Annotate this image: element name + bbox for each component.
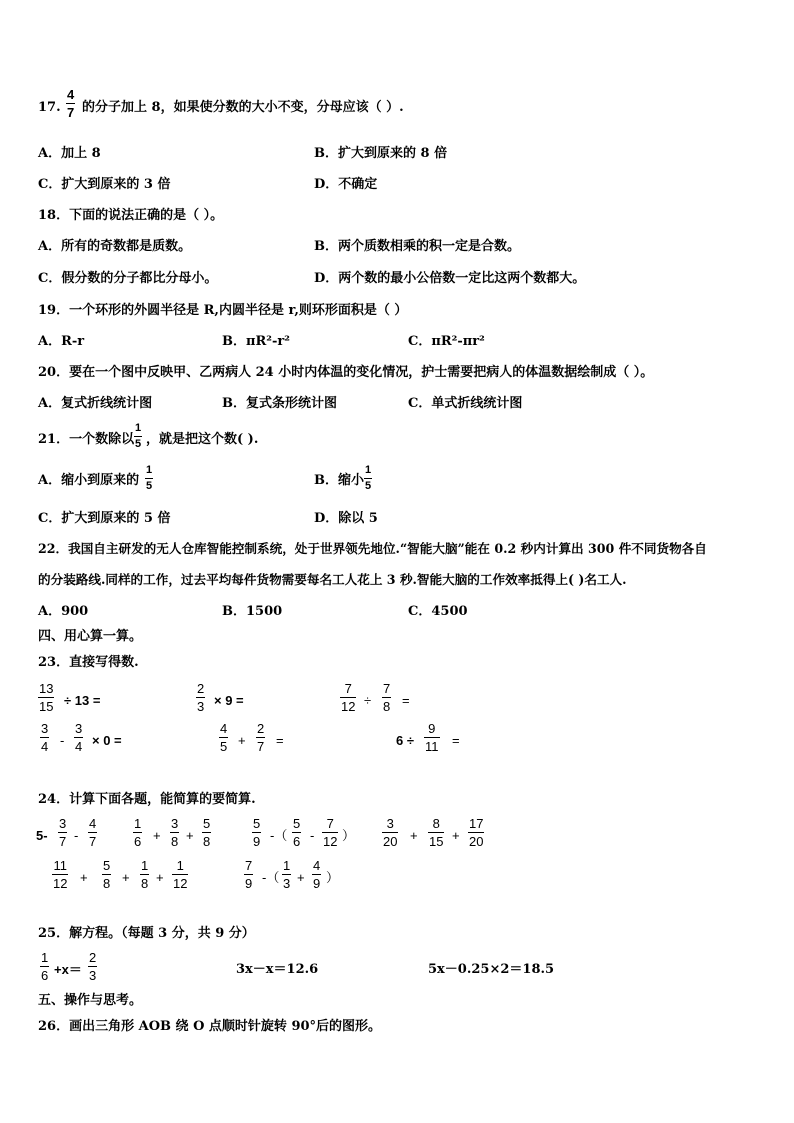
section-5-heading: 五、操作与思考。 [38, 993, 143, 1008]
q24-r1-p2-frac3-num: 5 [203, 816, 211, 831]
q24-r2-p1-frac2-num: 5 [103, 858, 111, 873]
q18-option-c: C．假分数的分子都比分母小。 [38, 271, 218, 286]
q24-r2-p2-frac2-den: 3 [283, 876, 291, 891]
q19-option-b: B．πR²-r² [222, 334, 290, 349]
q24-r1-p4-frac1-num: 3 [386, 816, 394, 831]
q23-e1-fraction [38, 682, 54, 713]
q24-r1-p3-frac1-den: 9 [253, 834, 261, 849]
q24-r2-p2-frac2-num: 1 [283, 858, 291, 873]
q24-r2-p2-frac3 [312, 859, 321, 890]
q23-e6-num: 9 [428, 721, 436, 736]
q21-option-b-frac-num: 1 [365, 464, 372, 476]
q24-r2-p2-close: ） [326, 870, 340, 885]
q22-option-a: A．900 [38, 604, 89, 619]
q24-r1-p3-close: ） [342, 828, 356, 843]
q23-e3-eq: = [402, 693, 410, 708]
q24-r2-p2-frac1-num: 7 [245, 858, 253, 873]
q23-e4-num1: 3 [41, 721, 49, 736]
q23-e6-eq: = [452, 733, 460, 748]
q24-r1-p3-frac3 [322, 817, 338, 848]
q24-r1-p2-frac3-den: 8 [203, 834, 211, 849]
q23-e5-num1: 4 [220, 721, 228, 736]
q24-r1-p4-frac1-den: 20 [383, 834, 398, 849]
q23-e2-fraction [196, 682, 205, 713]
q22-stem-line1: 22．我国自主研发的无人仓库智能控制系统，处于世界领先地位.“智能大脑”能在 0.2 秒内计算出 300 件不同货物各自 [38, 541, 707, 556]
q21-stem-frac-num: 1 [135, 422, 142, 434]
q23-e1-num: 13 [39, 681, 54, 696]
q19-option-c: C．πR²-πr² [408, 334, 485, 349]
q24-r2-p2-frac1-den: 9 [245, 876, 253, 891]
q17-frac-num: 4 [67, 87, 75, 102]
q24-r2-p1-op1: + [80, 870, 88, 885]
q24-r1-p3-frac2 [292, 817, 301, 848]
q25-e1-fraction-1 [40, 951, 49, 982]
q23-e4-den1: 4 [41, 739, 49, 754]
q24-r1-p1-frac1 [58, 817, 67, 848]
q24-r1-p4-frac3-den: 20 [469, 834, 484, 849]
q23-e5-op: + [238, 733, 246, 748]
q24-r1-p4-op1: + [410, 828, 418, 843]
q24-r2-p1-frac2-den: 8 [103, 876, 111, 891]
q24-r2-p2-op: -（ [262, 870, 280, 885]
q21-option-b-fraction [364, 465, 372, 492]
q17-stem: 的分子加上 8，如果使分数的大小不变，分母应该（ ）. [82, 100, 404, 115]
q24-r1-p4-frac3-num: 17 [469, 816, 484, 831]
q25-equation-3: 5x－0.25×2＝18.5 [428, 962, 555, 977]
q25-e1-mid: +x＝ [54, 962, 82, 977]
q21-stem-post: ，就是把这个数( ). [146, 432, 259, 447]
q24-r1-p1-frac2 [88, 817, 97, 848]
q23-e4-op: - [60, 733, 65, 748]
q17-option-c: C．扩大到原来的 3 倍 [38, 177, 171, 192]
q24-stem: 24．计算下面各题，能简算的要简算. [38, 792, 256, 807]
q24-r1-p1-frac2-den: 7 [89, 834, 97, 849]
q23-e5-num2: 2 [257, 721, 265, 736]
q24-r1-p1-frac1-den: 7 [59, 834, 67, 849]
q24-r2-p2-frac1 [244, 859, 253, 890]
q24-r1-p3-op2: - [310, 828, 315, 843]
q19-option-a: A．R-r [38, 334, 85, 349]
q21-stem-pre: 21．一个数除以 [38, 432, 135, 447]
q18-option-a: A．所有的奇数都是质数。 [38, 239, 192, 254]
q24-r2-p1-frac2 [102, 859, 111, 890]
q23-e2-num: 2 [197, 681, 205, 696]
q22-stem-line2: 的分装路线.同样的工作，过去平均每件货物需要每名工人花上 3 秒.智能大脑的工作效率抵得上( )名工人. [38, 572, 627, 587]
q23-stem: 23．直接写得数. [38, 655, 139, 670]
q24-r1-p3-frac2-num: 5 [293, 816, 301, 831]
q21-stem-frac-den: 5 [135, 438, 142, 450]
q20-option-b: B．复式条形统计图 [222, 396, 337, 411]
q24-r2-p1-frac3-num: 1 [141, 858, 149, 873]
q23-e4-fraction-1 [40, 722, 49, 753]
q24-r1-p1-frac1-num: 3 [59, 816, 67, 831]
q23-e1-den: 15 [39, 699, 54, 714]
q24-r2-p2-op2: + [297, 870, 305, 885]
q21-option-b-frac-den: 5 [365, 480, 372, 492]
q24-r2-p2-frac3-den: 9 [313, 876, 321, 891]
q20-option-c: C．单式折线统计图 [408, 396, 523, 411]
q24-r2-p1-op2: + [122, 870, 130, 885]
q24-r1-p2-op2: + [186, 828, 194, 843]
q23-e6-pre: 6 ÷ [396, 733, 414, 748]
q21-option-a-frac-den: 5 [146, 480, 153, 492]
q24-r1-p2-frac1 [133, 817, 142, 848]
q24-r1-p3-frac1-num: 5 [253, 816, 261, 831]
q23-e5-den1: 5 [220, 739, 228, 754]
q23-e2-rest: × 9 = [214, 693, 244, 708]
q24-r1-p2-frac2 [170, 817, 179, 848]
q24-r2-p1-frac1-den: 12 [53, 876, 68, 891]
q24-r1-p3-op: -（ [270, 828, 288, 843]
q25-e1-frac1-den: 6 [41, 968, 49, 983]
q24-r1-p4-frac1 [382, 817, 398, 848]
q23-e6-den: 11 [425, 739, 439, 754]
q23-e3-num1: 7 [344, 681, 352, 696]
q24-r1-p2-frac3 [202, 817, 211, 848]
q23-e3-op: ÷ [364, 693, 372, 708]
q24-r2-p2-frac2 [282, 859, 291, 890]
q25-e1-frac2-den: 3 [89, 968, 97, 983]
q24-r2-p1-frac1-num: 11 [53, 858, 67, 873]
q24-r2-p1-frac3 [140, 859, 149, 890]
section-4-heading: 四、用心算一算。 [38, 629, 143, 644]
q24-r1-p2-frac2-num: 3 [171, 816, 179, 831]
q25-e1-frac1-num: 1 [41, 950, 49, 965]
q23-e4-den2: 4 [75, 739, 83, 754]
q20-stem: 20．要在一个图中反映甲、乙两病人 24 小时内体温的变化情况，护士需要把病人的体温数据绘制成（ ）。 [38, 365, 654, 380]
q24-r1-p3-frac1 [252, 817, 261, 848]
q21-stem-fraction [134, 423, 142, 450]
q24-r1-p3-frac2-den: 6 [293, 834, 301, 849]
q24-r1-p4-op2: + [452, 828, 460, 843]
q24-r2-p1-frac4-num: 1 [176, 858, 184, 873]
q23-e5-den2: 7 [257, 739, 265, 754]
q23-e5-fraction-1 [219, 722, 228, 753]
q24-r1-p4-frac2-den: 15 [429, 834, 444, 849]
q21-option-a-label: A．缩小到原来的 [38, 473, 140, 488]
q20-option-a: A．复式折线统计图 [38, 396, 153, 411]
q23-e5-eq: = [276, 733, 284, 748]
q24-r1-p1-op: - [74, 828, 79, 843]
q24-r2-p1-op3: + [156, 870, 164, 885]
q24-r1-p2-op1: + [153, 828, 161, 843]
q22-option-c: C．4500 [408, 604, 468, 619]
q24-r1-p2-frac1-den: 6 [134, 834, 142, 849]
q18-option-d: D．两个数的最小公倍数一定比这两个数都大。 [314, 271, 586, 286]
q24-r1-p3-frac3-num: 7 [326, 816, 334, 831]
q17-option-a: A．加上 8 [38, 146, 101, 161]
q21-option-a-frac-num: 1 [146, 464, 153, 476]
q21-option-c: C．扩大到原来的 5 倍 [38, 511, 171, 526]
q18-stem: 18．下面的说法正确的是（ ）。 [38, 208, 224, 223]
q24-r2-p2-frac3-num: 4 [313, 858, 321, 873]
q25-e1-fraction-2 [88, 951, 97, 982]
q24-r2-p1-frac3-den: 8 [141, 876, 149, 891]
q26-stem: 26．画出三角形 AOB 绕 O 点顺时针旋转 90°后的图形。 [38, 1019, 382, 1034]
q25-equation-2: 3x－x＝12.6 [236, 962, 319, 977]
q24-r1-p3-frac3-den: 12 [323, 834, 338, 849]
q23-e6-fraction [424, 722, 440, 753]
q17-fraction [66, 88, 75, 119]
q19-stem: 19．一个环形的外圆半径是 R,内圆半径是 r,则环形面积是（ ） [38, 303, 408, 318]
q23-e2-den: 3 [197, 699, 205, 714]
q24-r1-p4-frac2 [428, 817, 444, 848]
q24-r1-p1-pre: 5- [36, 828, 48, 843]
q24-r1-p1-frac2-num: 4 [89, 816, 97, 831]
q24-r1-p2-frac1-num: 1 [134, 816, 142, 831]
q17-frac-den: 7 [67, 105, 75, 120]
q24-r1-p2-frac2-den: 8 [171, 834, 179, 849]
q24-r2-p1-frac4 [172, 859, 188, 890]
q21-option-a-fraction [145, 465, 153, 492]
q23-e4-num2: 3 [75, 721, 83, 736]
q23-e5-fraction-2 [256, 722, 265, 753]
q23-e3-den2: 8 [383, 699, 391, 714]
q25-stem: 25．解方程。（每题 3 分，共 9 分） [38, 926, 255, 941]
q23-e4-fraction-2 [74, 722, 83, 753]
q24-r1-p4-frac3 [468, 817, 484, 848]
q21-option-d: D．除以 5 [314, 511, 378, 526]
q25-e1-frac2-num: 2 [89, 950, 97, 965]
q17-option-b: B．扩大到原来的 8 倍 [314, 146, 448, 161]
q23-e3-den1: 12 [341, 699, 356, 714]
q17-option-d: D．不确定 [314, 177, 378, 192]
q23-e4-rest: × 0 = [92, 733, 122, 748]
q22-option-b: B．1500 [222, 604, 283, 619]
q23-e3-fraction-1 [340, 682, 356, 713]
q24-r1-p4-frac2-num: 8 [432, 816, 440, 831]
q23-e1-rest: ÷ 13 = [64, 693, 101, 708]
q24-r2-p1-frac1 [52, 859, 68, 890]
q23-e3-fraction-2 [382, 682, 391, 713]
q18-option-b: B．两个质数相乘的积一定是合数。 [314, 239, 520, 254]
q21-option-b-label: B．缩小 [314, 473, 364, 488]
q24-r2-p1-frac4-den: 12 [173, 876, 188, 891]
q17-number: 17. [38, 100, 61, 115]
q23-e3-num2: 7 [383, 681, 391, 696]
